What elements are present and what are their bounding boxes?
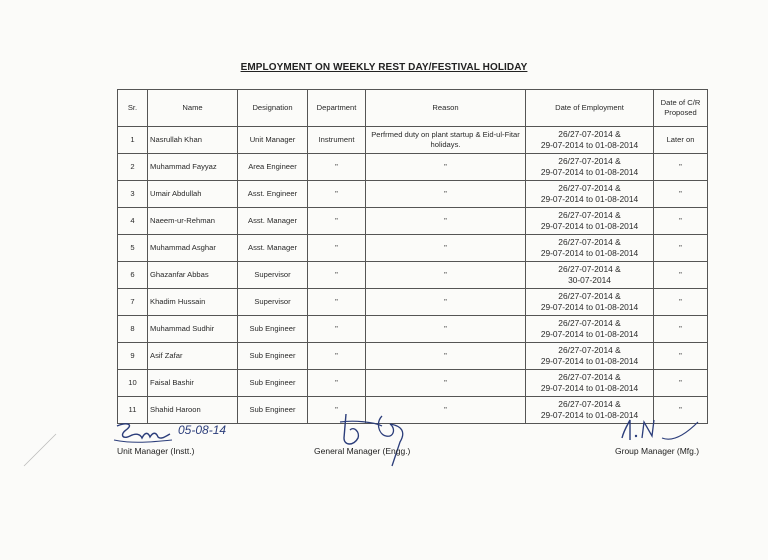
row-date-line1: 26/27-07-2014 &	[558, 155, 621, 166]
row-reason: "	[366, 289, 526, 316]
row-date	[526, 181, 654, 208]
row-date	[526, 235, 654, 262]
row-department: "	[308, 262, 366, 289]
row-name: Asif Zafar	[148, 343, 238, 370]
header-reason: Reason	[366, 90, 526, 127]
row-reason: "	[366, 316, 526, 343]
row-proposed: "	[654, 343, 708, 370]
row-department: "	[308, 289, 366, 316]
row-date-line2: 29-07-2014 to 01-08-2014	[540, 221, 639, 231]
table-row	[118, 370, 708, 397]
row-date-line2: 29-07-2014 to 01-08-2014	[540, 329, 639, 339]
general-manager-signature	[330, 408, 430, 468]
row-date-line2: 29-07-2014 to 01-08-2014	[540, 167, 639, 177]
row-proposed: "	[654, 181, 708, 208]
header-sr: Sr.	[118, 90, 148, 127]
row-sr: 3	[118, 181, 148, 208]
row-sr: 2	[118, 154, 148, 181]
row-proposed: Later on	[654, 127, 708, 154]
table-row	[118, 127, 708, 154]
table-row	[118, 181, 708, 208]
row-date	[526, 370, 654, 397]
table-row	[118, 208, 708, 235]
row-designation: Supervisor	[238, 289, 308, 316]
row-name: Muhammad Fayyaz	[148, 154, 238, 181]
row-name: Nasrullah Khan	[148, 127, 238, 154]
row-department: "	[308, 235, 366, 262]
row-designation: Asst. Manager	[238, 208, 308, 235]
row-date-line2: 29-07-2014 to 01-08-2014	[540, 356, 639, 366]
row-designation: Sub Engineer	[238, 343, 308, 370]
header-name: Name	[148, 90, 238, 127]
row-date-line1: 26/27-07-2014 &	[558, 317, 621, 328]
row-designation: Unit Manager	[238, 127, 308, 154]
employment-table	[117, 89, 708, 424]
row-department: "	[308, 181, 366, 208]
row-date-line1: 26/27-07-2014 &	[558, 371, 621, 382]
row-department: "	[308, 343, 366, 370]
row-date-line1: 26/27-07-2014 &	[558, 398, 621, 409]
row-date	[526, 208, 654, 235]
row-name: Muhammad Asghar	[148, 235, 238, 262]
row-date-line2: 29-07-2014 to 01-08-2014	[540, 383, 639, 393]
row-date	[526, 262, 654, 289]
row-department: "	[308, 154, 366, 181]
row-sr: 11	[118, 397, 148, 424]
row-proposed: "	[654, 370, 708, 397]
row-date-line2: 30-07-2014	[568, 275, 611, 285]
row-designation: Asst. Engineer	[238, 181, 308, 208]
row-reason: "	[366, 154, 526, 181]
header-date-of-employment: Date of Employment	[526, 90, 654, 127]
row-sr: 4	[118, 208, 148, 235]
row-reason: "	[366, 235, 526, 262]
row-date-line2: 29-07-2014 to 01-08-2014	[540, 302, 639, 312]
row-proposed: "	[654, 208, 708, 235]
row-date	[526, 289, 654, 316]
row-proposed: "	[654, 397, 708, 424]
row-designation: Asst. Manager	[238, 235, 308, 262]
row-department: "	[308, 316, 366, 343]
row-sr: 10	[118, 370, 148, 397]
row-reason: Perfrmed duty on plant startup & Eid-ul-Fitar holidays.	[366, 127, 526, 154]
row-reason: "	[366, 262, 526, 289]
row-date-line2: 29-07-2014 to 01-08-2014	[540, 194, 639, 204]
row-date-line1: 26/27-07-2014 &	[558, 128, 621, 139]
row-date-line1: 26/27-07-2014 &	[558, 290, 621, 301]
header-date-proposed: Date of C/R Proposed	[654, 90, 708, 127]
row-proposed: "	[654, 154, 708, 181]
group-manager-label: Group Manager (Mfg.)	[615, 446, 700, 456]
row-name: Muhammad Sudhir	[148, 316, 238, 343]
row-sr: 8	[118, 316, 148, 343]
row-name: Naeem-ur-Rehman	[148, 208, 238, 235]
row-designation: Supervisor	[238, 262, 308, 289]
row-date-line1: 26/27-07-2014 &	[558, 344, 621, 355]
unit-manager-label: Unit Manager (Instt.)	[117, 446, 195, 456]
row-sr: 9	[118, 343, 148, 370]
row-designation: Sub Engineer	[238, 316, 308, 343]
row-date	[526, 343, 654, 370]
table-header-row	[118, 90, 708, 127]
row-date-line1: 26/27-07-2014 &	[558, 263, 621, 274]
row-date-line2: 29-07-2014 to 01-08-2014	[540, 410, 639, 420]
row-date-line1: 26/27-07-2014 &	[558, 209, 621, 220]
row-department: Instrument	[308, 127, 366, 154]
header-department: Department	[308, 90, 366, 127]
row-name: Ghazanfar Abbas	[148, 262, 238, 289]
row-proposed: "	[654, 262, 708, 289]
table-row	[118, 262, 708, 289]
row-designation: Area Engineer	[238, 154, 308, 181]
row-reason: "	[366, 343, 526, 370]
row-date	[526, 154, 654, 181]
row-proposed: "	[654, 316, 708, 343]
table-row	[118, 154, 708, 181]
row-reason: "	[366, 208, 526, 235]
row-date-line2: 29-07-2014 to 01-08-2014	[540, 140, 639, 150]
row-reason: "	[366, 181, 526, 208]
row-sr: 1	[118, 127, 148, 154]
row-department: "	[308, 370, 366, 397]
row-department: "	[308, 397, 366, 424]
header-designation: Designation	[238, 90, 308, 127]
row-date	[526, 316, 654, 343]
row-reason: "	[366, 370, 526, 397]
row-date-line1: 26/27-07-2014 &	[558, 236, 621, 247]
table-row	[118, 289, 708, 316]
row-proposed: "	[654, 289, 708, 316]
row-date-line1: 26/27-07-2014 &	[558, 182, 621, 193]
row-designation: Sub Engineer	[238, 397, 308, 424]
row-name: Faisal Bashir	[148, 370, 238, 397]
row-name: Umair Abdullah	[148, 181, 238, 208]
row-department: "	[308, 208, 366, 235]
row-proposed: "	[654, 235, 708, 262]
table-row	[118, 343, 708, 370]
row-sr: 7	[118, 289, 148, 316]
row-reason: "	[366, 397, 526, 424]
row-name: Shahid Haroon	[148, 397, 238, 424]
group-manager-signature	[612, 414, 712, 446]
row-sr: 5	[118, 235, 148, 262]
row-name: Khadim Hussain	[148, 289, 238, 316]
row-designation: Sub Engineer	[238, 370, 308, 397]
margin-pen-mark	[20, 430, 60, 470]
row-date-line2: 29-07-2014 to 01-08-2014	[540, 248, 639, 258]
row-date	[526, 127, 654, 154]
unit-manager-sign-date: 05-08-14	[178, 423, 227, 437]
table-row	[118, 316, 708, 343]
document-title: EMPLOYMENT ON WEEKLY REST DAY/FESTIVAL HOLIDAY	[240, 62, 528, 73]
general-manager-label: General Manager (Engg.)	[314, 446, 411, 456]
row-sr: 6	[118, 262, 148, 289]
table-row	[118, 235, 708, 262]
